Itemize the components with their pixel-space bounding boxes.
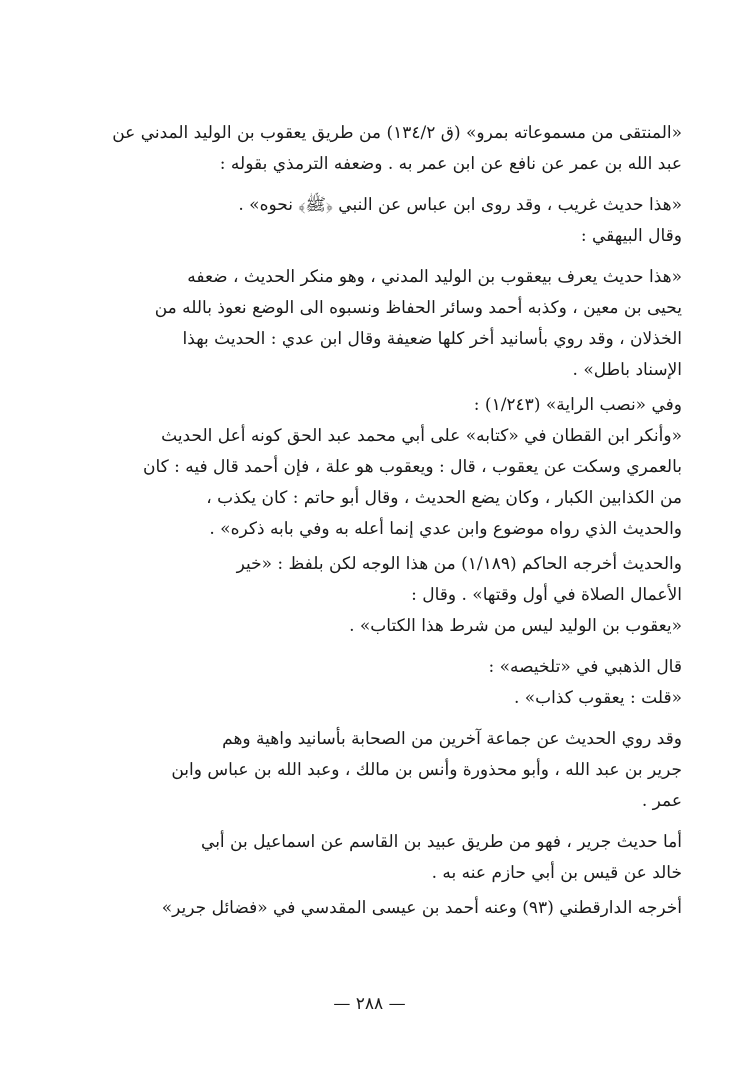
text-line: عمر . [641,791,682,811]
page-body [56,118,682,924]
text-line: «وأنكر ابن القطان في «كتابه» على أبي محمد عبد الحق كونه أعل الحديث [161,426,682,446]
text-line: وقد روي الحديث عن جماعة آخرين من الصحابة بأسانيد واهية وهم [222,729,682,749]
text-line: والحديث أخرجه الحاكم (١/١٨٩) من هذا الوجه لكن بلفظ : «خير [236,554,682,574]
text-line: «قلت : يعقوب كذاب» . [513,688,682,708]
text-line: أخرجه الدارقطني (٩٣) وعنه أحمد بن عيسى المقدسي في «فضائل جرير» [161,898,682,918]
text-line: «يعقوب بن الوليد ليس من شرط هذا الكتاب» . [349,616,682,636]
text-line: «هذا حديث غريب ، وقد روى ابن عباس عن النبي ﴿ﷺ﴾ نحوه» . [238,195,682,215]
text-line: يحيى بن معين ، وكذبه أحمد وسائر الحفاظ ونسبوه الى الوضع نعوذ بالله من [154,298,682,318]
text-line: والحديث الذي رواه موضوع وابن عدي إنما أعله به وفي بابه ذكره» . [209,519,682,539]
text-line: خالد عن قيس بن أبي حازم عنه به . [431,863,682,883]
text-line: وفي «نصب الراية» (١/٢٤٣) : [473,395,682,415]
text-line: الخذلان ، وقد روي بأسانيد أخر كلها ضعيفة وقال ابن عدي : الحديث بهذا [182,329,682,349]
text-line: الإسناد باطل» . [572,360,682,380]
text-line: «هذا حديث يعرف بيعقوب بن الوليد المدني ، وهو منكر الحديث ، ضعفه [187,267,682,287]
page-number: — ٢٨٨ — [333,994,406,1014]
text-line: وقال البيهقي : [580,226,682,246]
text-line: بالعمري وسكت عن يعقوب ، قال : ويعقوب هو علة ، فإن أحمد قال فيه : كان [142,457,682,477]
text-line: أما حديث جرير ، فهو من طريق عبيد بن القاسم عن اسماعيل بن أبي [201,832,682,852]
text-line: الأعمال الصلاة في أول وقتها» . وقال : [411,585,682,605]
text-line: من الكذابين الكبار ، وكان يضع الحديث ، وقال أبو حاتم : كان يكذب ، [206,488,682,508]
text-line: عبد الله بن عمر عن نافع عن ابن عمر به . وضعفه الترمذي بقوله : [219,154,682,174]
text-line: جرير بن عبد الله ، وأبو محذورة وأنس بن مالك ، وعبد الله بن عباس وابن [171,760,682,780]
text-line: «المنتقى من مسموعاته بمرو» (ق ١٣٤/٢) من طريق يعقوب بن الوليد المدني عن [112,123,682,143]
text-line: قال الذهبي في «تلخيصه» : [488,657,682,677]
